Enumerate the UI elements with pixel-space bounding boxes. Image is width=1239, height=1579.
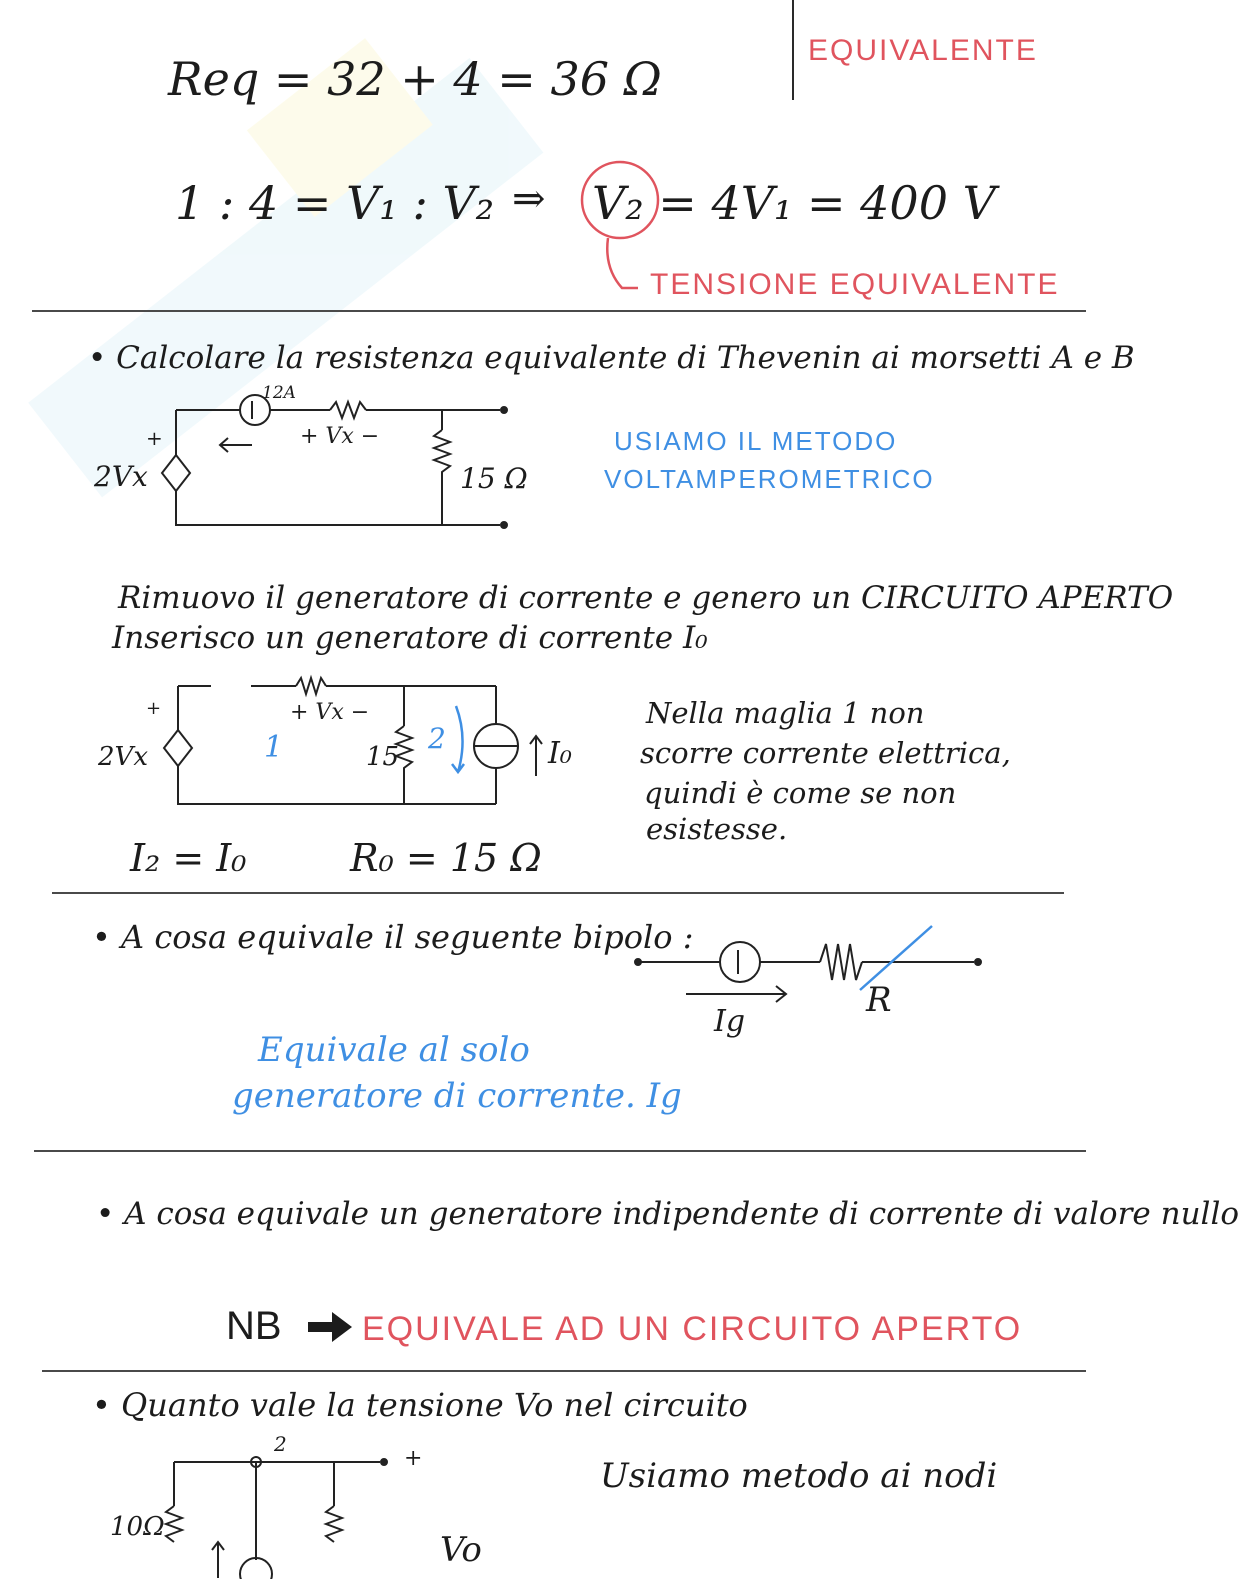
divider-1	[32, 310, 1086, 312]
resistor-15-label: 15 Ω	[460, 462, 528, 495]
resistor-10-label: 10Ω	[110, 1512, 165, 1542]
mesh-2-label: 2	[428, 722, 446, 755]
remove-line-2: Inserisco un generatore di corrente I₀	[112, 620, 708, 656]
bipolo-diagram	[630, 920, 990, 1030]
bracket-line	[792, 0, 794, 100]
nb-arrow-icon	[306, 1310, 356, 1344]
vo-label: Vo	[440, 1530, 482, 1570]
dep-source-label-2: 2Vx	[98, 742, 148, 772]
tensione-equivalente-label: TENSIONE EQUIVALENTE	[650, 268, 1060, 301]
divider-4	[42, 1370, 1086, 1372]
ratio-equation: 1 : 4 = V₁ : V₂	[175, 176, 495, 230]
question-bipolo: • A cosa equivale il seguente bipolo :	[92, 918, 694, 956]
ig-current-label: Ig	[714, 1004, 746, 1039]
circuit-2	[96, 676, 576, 816]
divider-2	[52, 892, 1064, 894]
question-thevenin: • Calcolare la resistenza equivalente di Thevenin ai morsetti A e B	[88, 340, 1135, 376]
req-equation: Req = 32 + 4 = 36 Ω	[168, 52, 662, 106]
source-i0-label: I₀	[548, 736, 572, 771]
method-nodes: Usiamo metodo ai nodi	[600, 1456, 998, 1496]
dep-source-label-1: 2Vx	[94, 460, 148, 493]
note-line-4: esistesse.	[646, 812, 788, 846]
circuit-vo	[110, 1440, 440, 1579]
method-line-2: VOLTAMPEROMETRICO	[604, 464, 935, 494]
plus-sign-vo: +	[404, 1446, 423, 1471]
current-source-12a-label: 12A	[262, 383, 296, 403]
result-resistance: R₀ = 15 Ω	[350, 836, 542, 880]
remove-line-1: Rimuovo il generatore di corrente e genero un CIRCUITO APERTO	[118, 580, 1174, 616]
plus-sign-2: +	[146, 698, 162, 719]
method-line-1: USIAMO IL METODO	[614, 426, 898, 456]
answer-bipolo-line-2: generatore di corrente. Ig	[232, 1076, 682, 1116]
question-null-source: • A cosa equivale un generatore indipendente di corrente di valore nullo	[96, 1196, 1239, 1232]
divider-3	[34, 1150, 1086, 1152]
resistor-15-label-2: 15	[366, 742, 400, 772]
node-2-label: 2	[274, 1432, 287, 1456]
vx-label-1: + Vx −	[300, 424, 380, 449]
nb-label: NB	[226, 1304, 282, 1348]
result-current: I₂ = I₀	[130, 836, 247, 880]
implies-arrow: ⇒	[512, 176, 546, 222]
mesh-1-label: 1	[264, 730, 284, 765]
note-line-1: Nella maglia 1 non	[646, 696, 925, 730]
answer-circuito-aperto: EQUIVALE AD UN CIRCUITO APERTO	[362, 1310, 1023, 1348]
note-line-3: quindi è come se non	[644, 776, 957, 810]
plus-sign-1: +	[146, 426, 163, 450]
equivalente-label: EQUIVALENTE	[808, 34, 1038, 67]
answer-bipolo-line-1: Equivale al solo	[258, 1030, 530, 1070]
note-line-2: scorre corrente elettrica,	[640, 736, 1011, 770]
vx-label-2: + Vx −	[290, 700, 370, 725]
question-vo: • Quanto vale la tensione Vo nel circuito	[92, 1386, 748, 1424]
v2-equation: V₂ = 4V₁ = 400 V	[592, 176, 996, 230]
resistor-r-label: R	[866, 980, 892, 1020]
